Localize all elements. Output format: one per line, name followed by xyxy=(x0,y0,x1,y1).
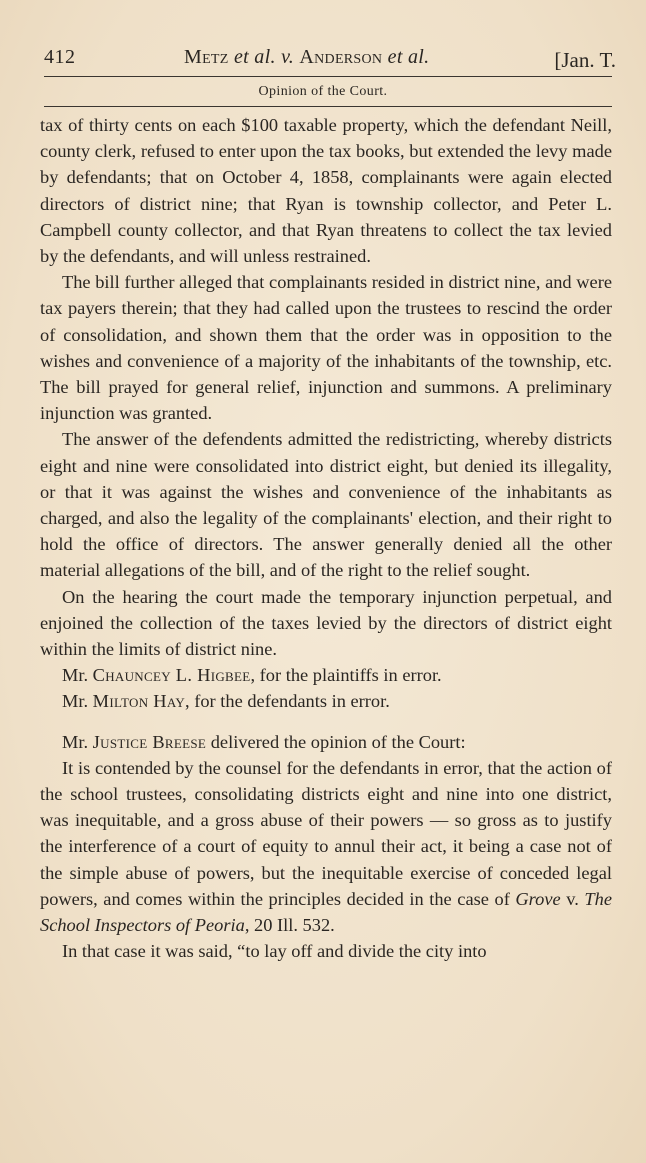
header-rule xyxy=(44,76,612,77)
page-number: 412 xyxy=(44,46,76,68)
paragraph: The answer of the defendents admitted the redistricting, whereby districts eight and nine were consolidated into district eight, but denied its illegality, or that it was against the wishes and convenience of the inhabitants as charged, and also the legality of the complainants' election, and their right to hold the office of directors. The answer generally denied all the other material allegations of the bill, and of the right to the relief sought. xyxy=(40,429,612,581)
page-header xyxy=(44,44,616,74)
party-name: Metz xyxy=(184,46,229,68)
party-name: Anderson xyxy=(299,46,383,68)
page-body xyxy=(40,112,612,965)
case-name: The School Inspectors of Peoria xyxy=(40,888,612,936)
paragraph: On the hearing the court made the temporary injunction perpetual, and enjoined the collection of the taxes levied by the directors of district eight within the limits of district nine. xyxy=(40,586,612,660)
justice-name: Justice Breese xyxy=(92,731,207,752)
paragraph: The bill further alleged that complainants resided in district nine, and were tax payers therein; that they had called upon the trustees to rescind the order of consolidation, and shown them that the order was in opposition to the wishes and convenience of a majority of the inhabitants of the township, etc. The bill prayed for general relief, injunction and summons. A preliminary injunction was granted. xyxy=(40,272,612,424)
et-al: et al. xyxy=(233,46,276,68)
citation: , 20 Ill. 532. xyxy=(244,915,335,936)
paragraph: tax of thirty cents on each $100 taxable property, which the defendant Neill, county clerk, refused to enter upon the tax books, but extended the levy made by defendants; that on October 4, 1858, complainants were again elected directors of district nine; that Ryan is township collector, and Peter L. Campbell county collector, and that Ryan threatens to collect the tax levied by the defendants, and will unless restrained. xyxy=(40,115,612,267)
counsel-line xyxy=(40,688,612,714)
counsel-line xyxy=(40,662,612,688)
term-label: [Jan. T. xyxy=(554,48,616,72)
paragraph-text: It is contended by the counsel for the defendants in error, that the action of the school trustees, consolidating districts eight and nine into one district, was inequitable, and a gross abuse of their powers — so gross as to justify the interference of a court of equity to annul their act, it being a case not of the simple abuse of powers, but the inequitable exercise of conceded legal powers, and comes within the principles decided in the case of xyxy=(40,757,612,909)
et-al: et al. xyxy=(387,46,430,68)
case-name: Grove xyxy=(515,888,561,909)
paragraph xyxy=(40,755,612,938)
running-title xyxy=(184,46,429,69)
versus: v. xyxy=(281,46,295,68)
counsel-name: Chauncey L. Higbee xyxy=(92,665,251,686)
counsel-role: , for the defendants in error. xyxy=(185,691,390,712)
opinion-intro xyxy=(40,729,612,755)
counsel-role: , for the plaintiffs in error. xyxy=(250,665,442,686)
versus: v. xyxy=(560,888,585,909)
paragraph: In that case it was said, “to lay off and divide the city into xyxy=(62,941,487,962)
section-subhead: Opinion of the Court. xyxy=(258,84,388,99)
counsel-name: Milton Hay xyxy=(92,691,186,712)
counsel-prefix: Mr. xyxy=(62,691,93,712)
subhead-rule xyxy=(44,106,612,107)
justice-prefix: Mr. xyxy=(62,731,93,752)
counsel-prefix: Mr. xyxy=(62,665,93,686)
opinion-intro-text: delivered the opinion of the Court: xyxy=(206,731,466,752)
